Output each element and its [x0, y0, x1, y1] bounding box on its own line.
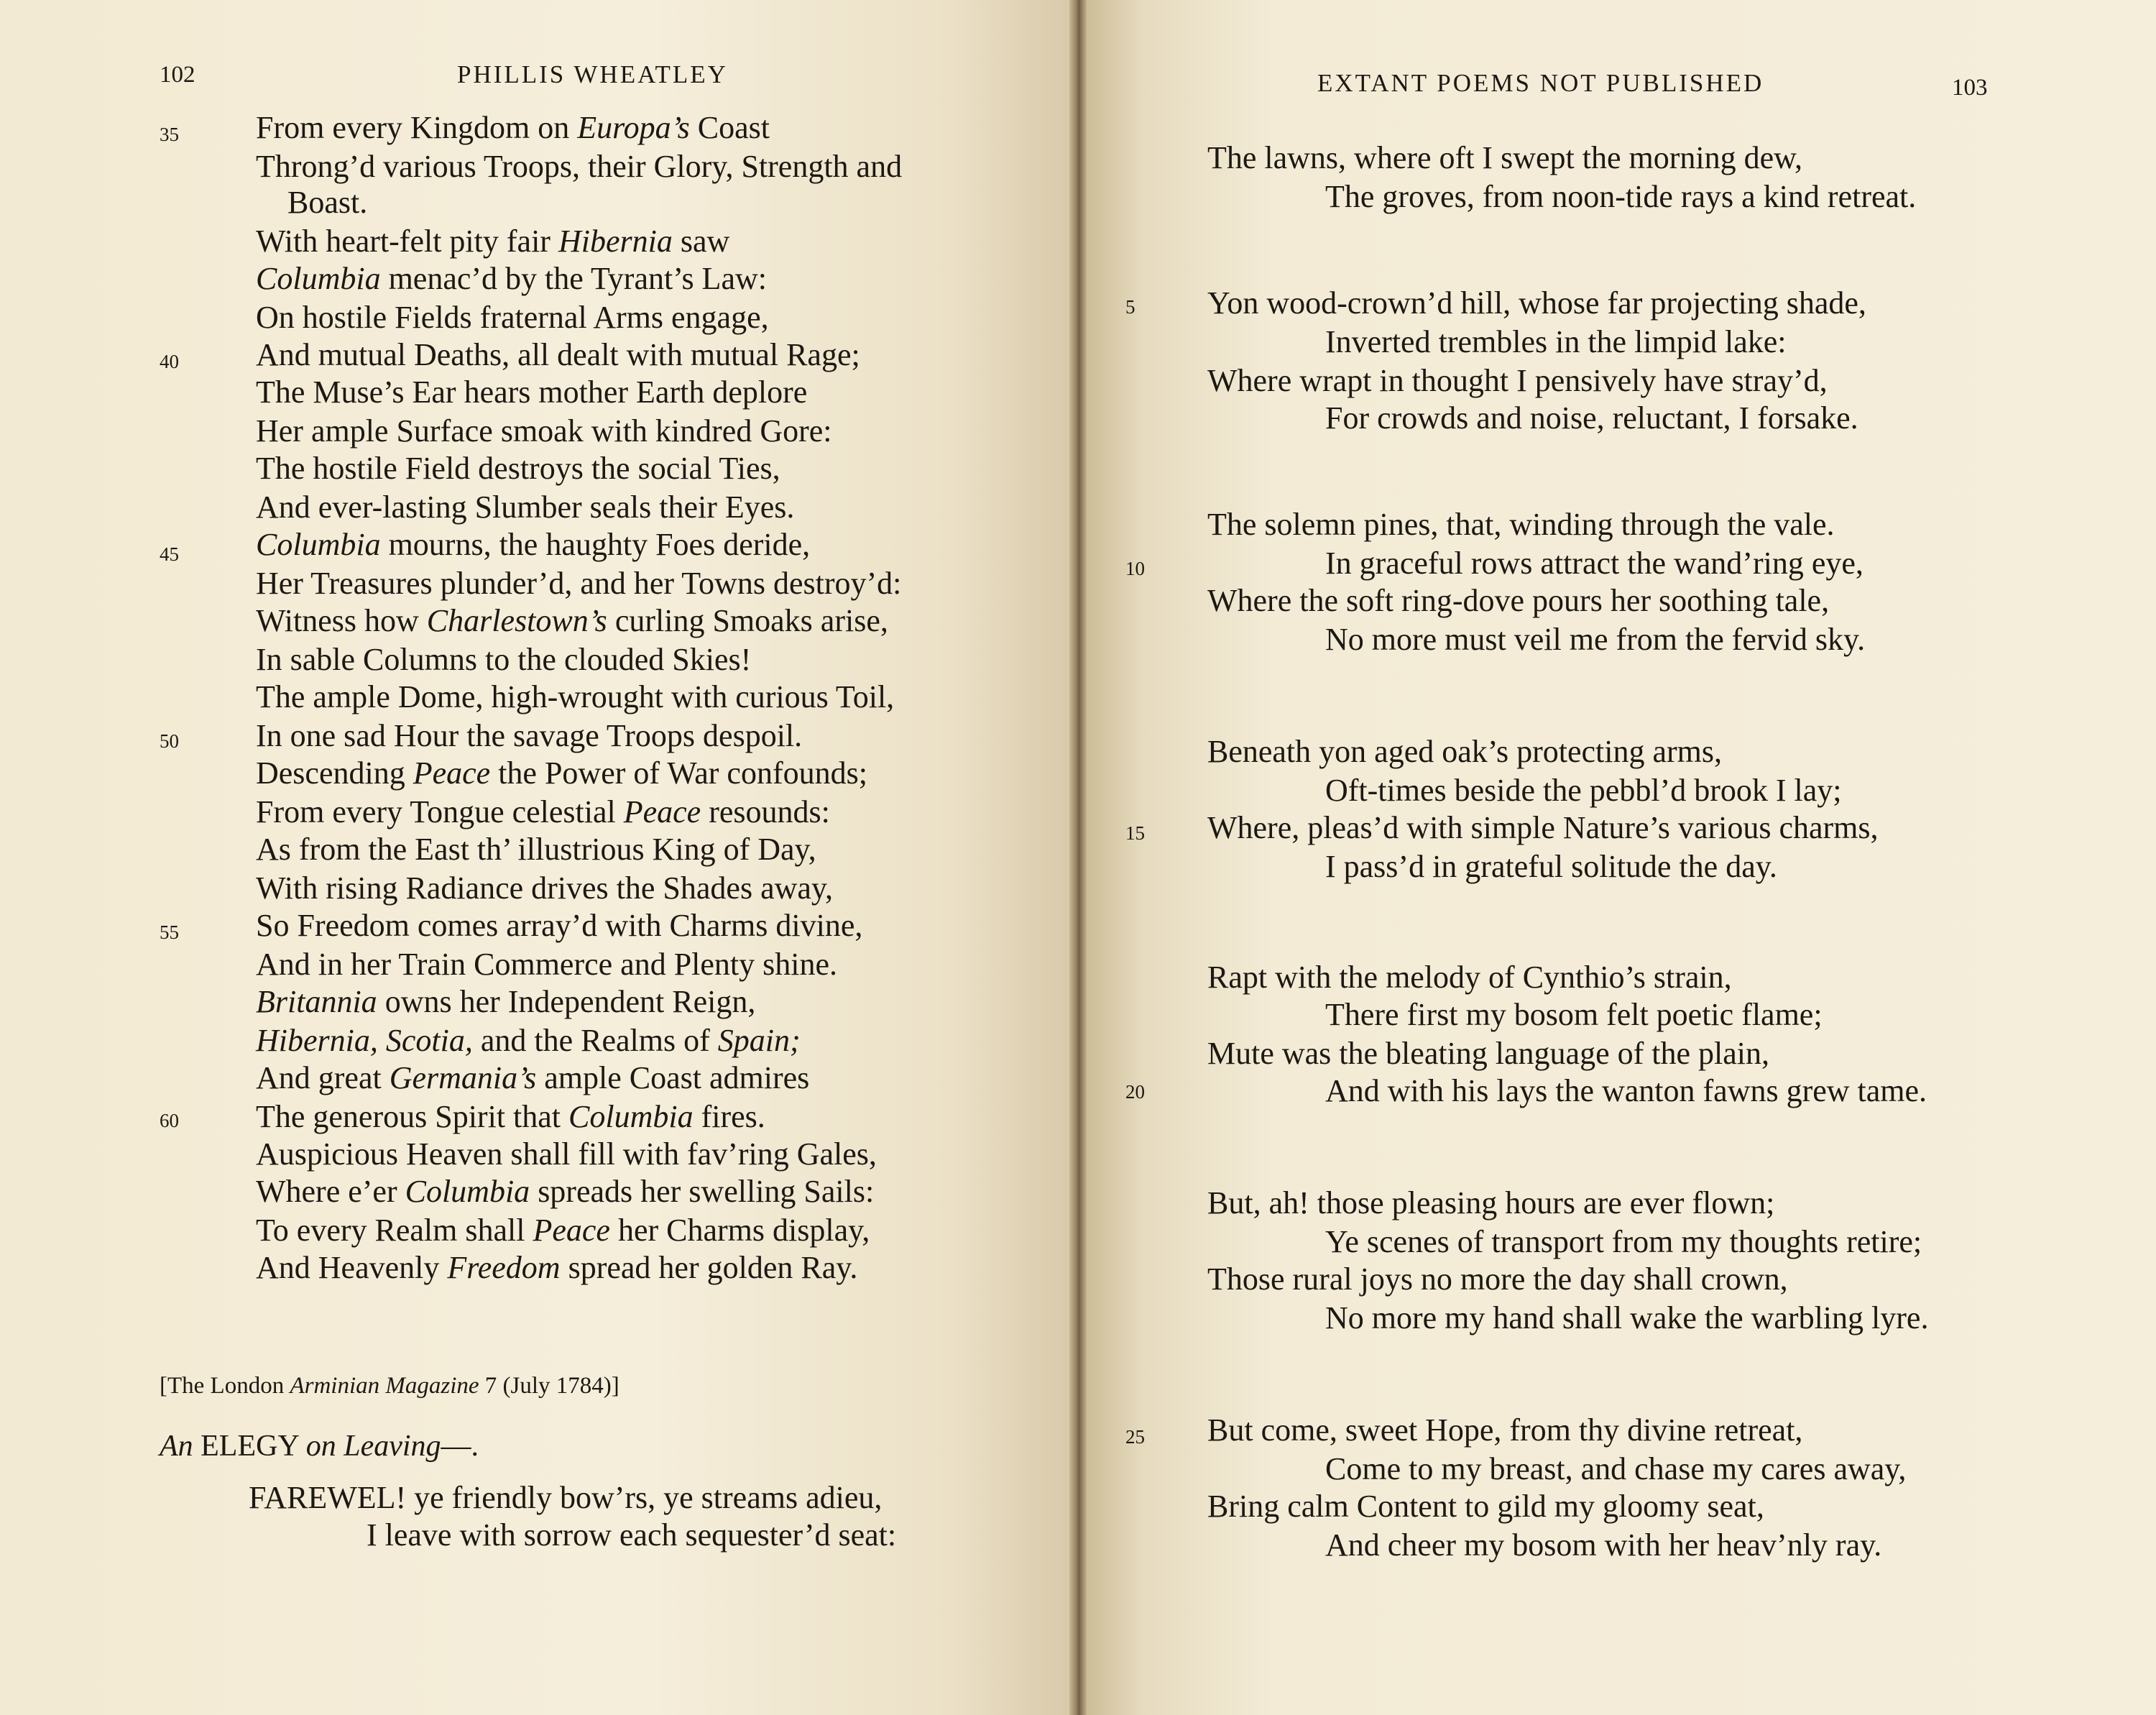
verse-line	[1325, 1450, 1906, 1488]
text-segment: Her ample Surface smoak with kindred Gore:	[256, 413, 832, 449]
text-segment: The ample Dome, high-wrought with curious Toil,	[256, 679, 895, 714]
text-segment: [The London	[160, 1373, 290, 1399]
verse-line	[1207, 1488, 1764, 1525]
text-segment: And with his lays the wanton fawns grew tame.	[1325, 1073, 1927, 1108]
text-segment: Hibernia	[558, 224, 673, 259]
verse-line	[1207, 139, 1802, 177]
text-segment: The solemn pines, that, winding through the vale.	[1207, 507, 1835, 542]
text-segment: And cheer my bosom with her heav’nly ray.	[1325, 1527, 1882, 1563]
text-segment: Boast.	[287, 185, 368, 220]
text-segment: Come to my breast, and chase my cares away,	[1325, 1451, 1907, 1486]
text-segment: And Heavenly	[256, 1250, 448, 1285]
verse-line	[256, 1212, 870, 1249]
text-segment: owns her Independent Reign,	[377, 984, 756, 1019]
text-segment: —.	[441, 1430, 479, 1463]
text-segment: On hostile Fields fraternal Arms engage,	[256, 300, 769, 335]
line-number: 45	[160, 543, 179, 565]
source-note	[160, 1373, 619, 1399]
text-segment: From every Kingdom on	[256, 110, 578, 145]
text-segment: Where, pleas’d with simple Nature’s various charms,	[1207, 810, 1879, 845]
text-segment: Those rural joys no more the day shall crown,	[1207, 1261, 1788, 1297]
text-segment: There first my bosom felt poetic flame;	[1325, 997, 1823, 1032]
text-segment: No more must veil me from the fervid sky.	[1325, 622, 1866, 657]
text-segment: mourns, the haughty Foes deride,	[380, 527, 811, 562]
text-segment: As from the East th’ illustrious King of Day,	[256, 832, 816, 867]
verse-line	[1207, 1035, 1769, 1072]
text-segment: Peace	[413, 755, 491, 791]
line-number: 20	[1125, 1081, 1145, 1103]
text-segment: But come, sweet Hope, from thy divine retreat,	[1207, 1412, 1803, 1448]
text-segment: For crowds and noise, reluctant, I forsake.	[1325, 400, 1858, 436]
text-segment: Columbia	[568, 1099, 694, 1134]
text-segment: ELEGY	[193, 1430, 306, 1463]
page-number: 103	[1952, 75, 1988, 101]
verse-line	[256, 1136, 877, 1173]
verse-line	[287, 184, 367, 221]
text-segment: But, ah! those pleasing hours are ever flown;	[1207, 1185, 1775, 1220]
text-segment: Mute was the bleating language of the plain,	[1207, 1036, 1769, 1071]
text-segment: Peace	[533, 1213, 610, 1248]
verse-line	[1207, 959, 1732, 996]
verse-line	[1207, 1412, 1802, 1449]
text-segment: Peace	[623, 794, 701, 829]
text-segment: 7 (July 1784)]	[479, 1373, 619, 1399]
verse-line	[1325, 400, 1858, 437]
text-segment: Freedom	[447, 1250, 561, 1285]
verse-line	[1325, 323, 1786, 361]
text-segment: resounds:	[701, 794, 830, 829]
text-segment: So Freedom comes array’d with Charms divine,	[256, 908, 863, 943]
line-number: 60	[160, 1110, 179, 1131]
verse-line	[1207, 809, 1879, 847]
text-segment: And in her Train Commerce and Plenty shine.	[256, 947, 838, 982]
text-segment: the Power of War confounds;	[490, 755, 867, 791]
verse-line	[256, 565, 901, 602]
verse-line	[1207, 506, 1835, 543]
text-segment: spreads her swelling Sails:	[530, 1174, 875, 1209]
text-segment: To every Realm shall	[256, 1213, 533, 1248]
text-segment: menac’d by the Tyrant’s Law:	[380, 261, 767, 296]
verse-line	[256, 374, 807, 411]
verse-line	[1207, 285, 1866, 322]
verse-line	[249, 1479, 882, 1517]
verse-line	[256, 641, 751, 679]
text-segment: Charlestown’s	[426, 603, 607, 638]
verse-line	[256, 1173, 874, 1210]
verse-line	[256, 602, 888, 640]
text-segment: Columbia	[256, 527, 381, 562]
verse-line	[1325, 178, 1916, 216]
verse-line	[1207, 1185, 1774, 1222]
text-segment: curling Smoaks arise,	[607, 603, 888, 638]
verse-line	[256, 526, 810, 564]
verse-line	[256, 870, 833, 907]
text-segment: Her Treasures plunder’d, and her Towns destroy’d:	[256, 566, 902, 601]
verse-line	[256, 336, 860, 374]
text-segment: Europa’s	[577, 110, 690, 145]
verse-line	[256, 299, 769, 336]
text-segment: In graceful rows attract the wand’ring eye,	[1325, 546, 1864, 581]
verse-line	[256, 1022, 801, 1059]
text-segment: I leave with sorrow each sequester’d seat:	[367, 1517, 897, 1553]
text-segment: Where e’er	[256, 1174, 405, 1209]
text-segment: From every Tongue celestial	[256, 794, 624, 829]
text-segment: FAREWEL! ye friendly bow’rs, ye streams adieu,	[249, 1480, 883, 1515]
text-segment: Beneath yon aged oak’s protecting arms,	[1207, 734, 1723, 769]
text-segment: Where the soft ring-dove pours her soothing tale,	[1207, 583, 1830, 618]
text-segment: Inverted trembles in the limpid lake:	[1325, 324, 1787, 359]
text-segment: Coast	[689, 110, 770, 145]
verse-line	[256, 223, 729, 260]
verse-line	[1325, 1072, 1927, 1110]
verse-line	[1325, 996, 1823, 1034]
text-segment: her Charms display,	[609, 1213, 870, 1248]
running-head: EXTANT POEMS NOT PUBLISHED	[1317, 69, 1764, 97]
poem-title	[160, 1429, 479, 1463]
text-segment: In sable Columns to the clouded Skies!	[256, 642, 752, 677]
verse-line	[256, 679, 894, 716]
verse-line	[1325, 772, 1841, 809]
page-number: 102	[160, 62, 195, 88]
verse-line	[1207, 1261, 1788, 1298]
text-segment: Britannia	[256, 984, 377, 1019]
text-segment: Descending	[256, 755, 413, 791]
line-number: 55	[160, 921, 179, 943]
text-segment: In one sad Hour the savage Troops despoil.	[256, 718, 803, 753]
text-segment: Bring calm Content to gild my gloomy seat,	[1207, 1489, 1764, 1524]
verse-line	[256, 450, 780, 487]
text-segment: Auspicious Heaven shall fill with fav’ring Gales,	[256, 1136, 877, 1172]
text-segment: The Muse’s Ear hears mother Earth deplore	[256, 374, 808, 410]
text-segment: And ever-lasting Slumber seals their Eyes.	[256, 489, 795, 525]
text-segment: Where wrapt in thought I pensively have stray’d,	[1207, 363, 1828, 398]
text-segment: on Leaving	[305, 1430, 441, 1463]
text-segment: Rapt with the melody of Cynthio’s strain,	[1207, 960, 1732, 995]
line-number: 50	[160, 730, 179, 752]
verse-line	[1325, 1300, 1928, 1337]
text-segment: The generous Spirit that	[256, 1099, 569, 1134]
verse-line	[367, 1517, 896, 1554]
line-number: 40	[160, 351, 179, 372]
verse-line	[1325, 545, 1864, 582]
text-segment: Witness how	[256, 603, 427, 638]
text-segment: I pass’d in grateful solitude the day.	[1325, 849, 1777, 884]
text-segment: No more my hand shall wake the warbling lyre.	[1325, 1300, 1929, 1335]
verse-line	[256, 489, 794, 526]
text-segment: The hostile Field destroys the social Ties,	[256, 451, 780, 486]
right-page	[1078, 0, 2156, 1715]
text-segment: fires.	[693, 1099, 765, 1134]
line-number: 15	[1125, 822, 1145, 844]
verse-line	[256, 755, 867, 792]
line-number: 25	[1125, 1426, 1145, 1448]
verse-line	[256, 1059, 809, 1097]
verse-line	[256, 983, 755, 1021]
verse-line	[1207, 362, 1828, 400]
text-segment: spread her golden Ray.	[560, 1250, 858, 1285]
verse-line	[256, 794, 830, 831]
text-segment: Germania’s	[389, 1060, 537, 1095]
running-head: PHILLIS WHEATLEY	[457, 60, 728, 88]
text-segment: The lawns, where oft I swept the morning dew,	[1207, 140, 1803, 175]
text-segment: Yon wood-crown’d hill, whose far projecting shade,	[1207, 285, 1866, 321]
text-segment: Columbia	[405, 1174, 530, 1209]
verse-line	[1325, 1527, 1881, 1564]
verse-line	[256, 1249, 857, 1287]
text-segment: ample Coast admires	[536, 1060, 810, 1095]
text-segment: With heart-felt pity fair	[256, 224, 558, 259]
text-segment: And mutual Deaths, all dealt with mutual Rage;	[256, 337, 860, 372]
text-segment: And great	[256, 1060, 390, 1095]
verse-line	[256, 831, 816, 868]
text-segment: Throng’d various Troops, their Glory, Strength and	[256, 149, 903, 184]
verse-line	[256, 148, 902, 185]
text-segment: Arminian Magazine	[290, 1373, 479, 1399]
verse-line	[1207, 582, 1829, 620]
line-number: 10	[1125, 558, 1145, 579]
text-segment: Oft-times beside the pebbl’d brook I lay;	[1325, 773, 1842, 808]
text-segment: Columbia	[256, 261, 381, 296]
text-segment: Ye scenes of transport from my thoughts retire;	[1325, 1224, 1922, 1259]
text-segment: With rising Radiance drives the Shades away,	[256, 870, 834, 906]
text-segment: and the Realms of	[472, 1023, 718, 1058]
verse-line	[256, 109, 770, 147]
verse-line	[256, 413, 832, 450]
text-segment: The groves, from noon-tide rays a kind retreat.	[1325, 179, 1917, 214]
text-segment: An	[160, 1430, 193, 1463]
line-number: 5	[1125, 296, 1135, 318]
line-number: 35	[160, 124, 179, 145]
verse-line	[256, 946, 837, 983]
verse-line	[256, 717, 802, 755]
verse-line	[256, 260, 767, 298]
text-segment: saw	[672, 224, 730, 259]
verse-line	[256, 907, 862, 944]
verse-line	[1325, 848, 1777, 886]
verse-line	[1207, 733, 1722, 771]
verse-line	[1325, 1223, 1922, 1261]
verse-line	[256, 1098, 765, 1136]
text-segment: Hibernia, Scotia,	[256, 1023, 473, 1058]
text-segment: Spain;	[717, 1023, 801, 1058]
book-gutter	[1069, 0, 1087, 1715]
verse-line	[1325, 621, 1865, 658]
